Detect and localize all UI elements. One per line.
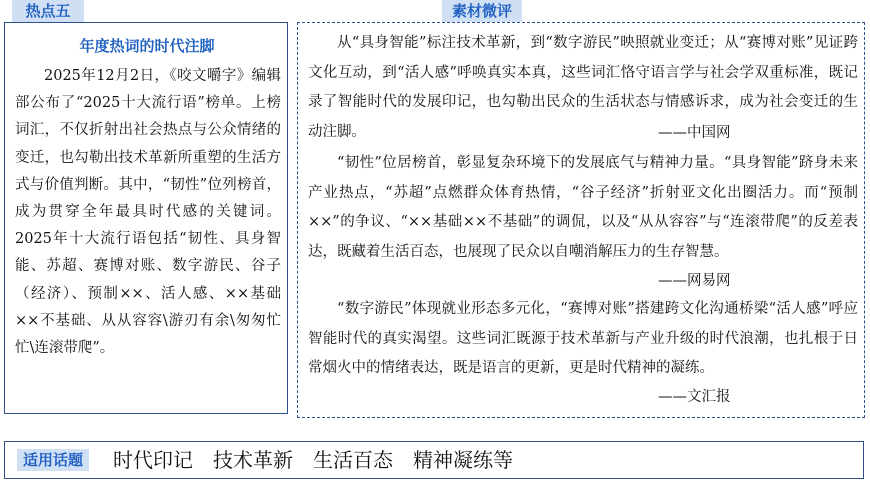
comment-box: [297, 22, 865, 418]
topics-list: 时代印记 技术革新 生活百态 精神凝练等: [113, 448, 513, 472]
comment-source-2: ——网易网: [658, 273, 731, 289]
topics-bar: [4, 441, 864, 479]
section-tag-comment: 素材微评: [442, 0, 522, 22]
topics-tag: 适用话题: [17, 449, 89, 471]
hotspot-title: 年度热词的时代注脚: [79, 37, 215, 55]
comment-source-3: ——文汇报: [658, 389, 731, 405]
comment-source-1: ——中国网: [658, 125, 731, 141]
hotspot-box: [4, 22, 288, 414]
comment-paragraph-3: “数字游民”体现就业形态多元化，“赛博对账”搭建跨文化沟通桥梁“活人感”呼应智能时代的真实渴望。这些词汇既源于技术革新与产业升级的时代浪潮，也扎根于日常烟火中的情绪表达，既是语言的更新，更是时代精神的凝练。: [308, 301, 858, 376]
comment-paragraph-2: “韧性”位居榜首，彰显复杂环境下的发展底气与精神力量。“具身智能”跻身未来产业热点，“苏超”点燃群众体育热情，“谷子经济”折射亚文化出圈活力。而“预制××”的争议、“××基础××不基础”的调侃，以及“从从容容”与“连滚带爬”的反差表达，既藏着生活百态，也展现了民众以自嘲消解压力的生存智慧。: [308, 155, 858, 260]
section-tag-hotspot: 热点五: [12, 0, 84, 22]
hotspot-body: 2025年12月2日，《咬文嚼字》编辑部公布了“2025十大流行语”榜单。上榜词汇，不仅折射出社会热点与公众情绪的变迁，也勾勒出技术革新所重塑的生活方式与价值判断。其中，“韧性”位列榜首，成为贯穿全年最具时代感的关键词。2025年十大流行语包括“韧性、具身智能、苏超、赛博对账、数字游民、谷子（经济）、预制××、活人感、××基础××不基础、从从容容\游刃有余\匆匆忙忙\连滚带爬”。: [15, 68, 281, 357]
comment-paragraph-1: 从“具身智能”标注技术革新，到“数字游民”映照就业变迁；从“赛博对账”见证跨文化互动，到“活人感”呼唤真实本真，这些词汇恪守语言学与社会学双重标准，既记录了智能时代的发展印记，也勾勒出民众的生活状态与情感诉求，成为社会变迁的生动注脚。: [308, 35, 858, 140]
